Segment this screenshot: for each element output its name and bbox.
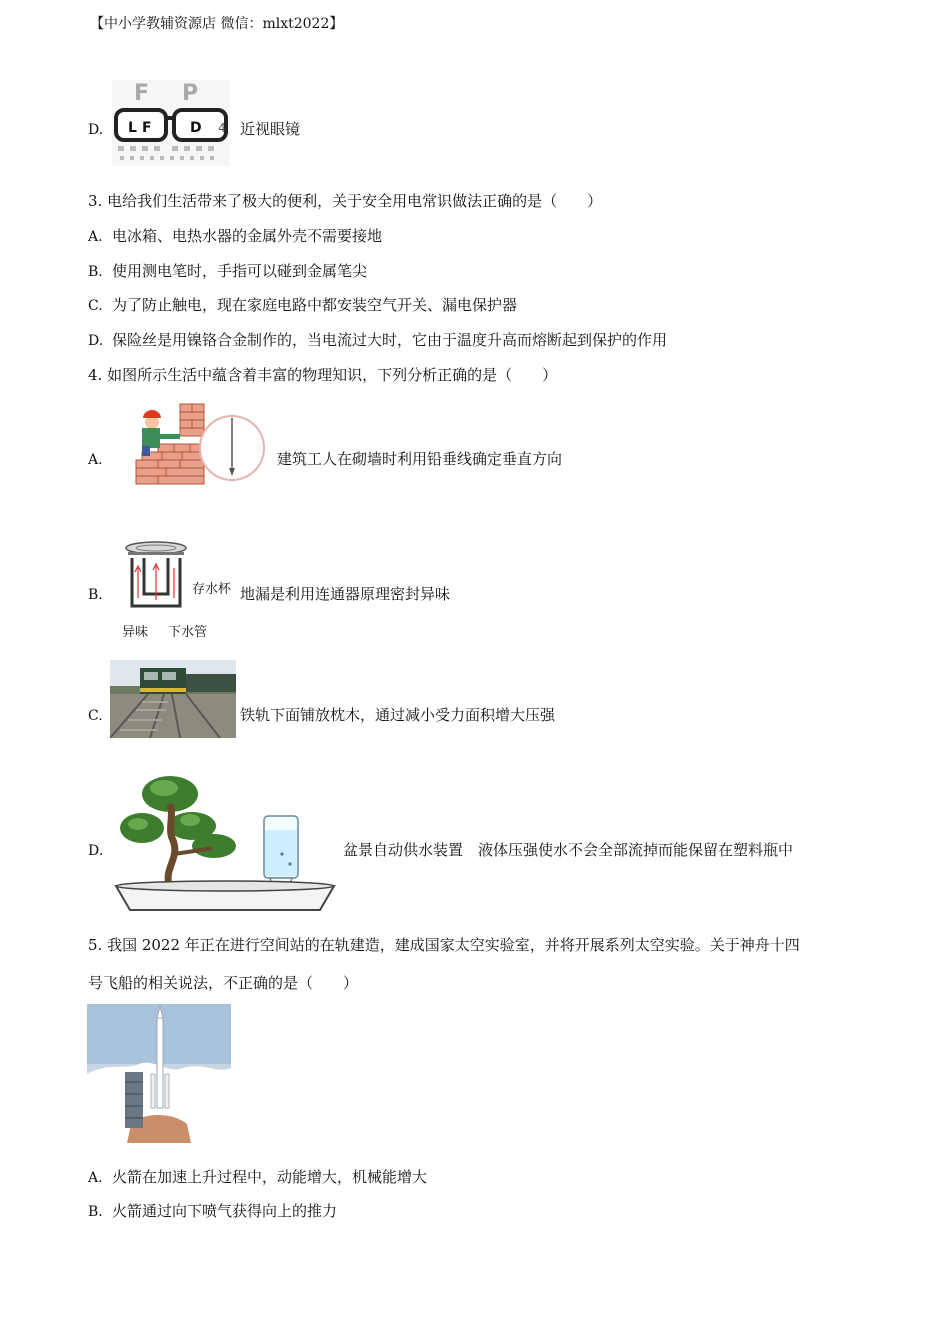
chart-letter-f: F (142, 120, 152, 136)
q5-option-a-letter: A. (88, 1170, 103, 1186)
chart-letter-l: L (128, 120, 137, 136)
q4-option-d-text: 盆景自动供水装置 液体压强使水不会全部流掉而能保留在塑料瓶中 (343, 841, 794, 859)
railway-train-photo (110, 660, 236, 738)
q3-option-d-text: 保险丝是用镍铬合金制作的，当电流过大时，它由于温度升高而熔断起到保护的作用 (112, 331, 668, 349)
q3-option-b-letter: B. (88, 264, 103, 280)
q4-stem: 4. 如图所示生活中蕴含着丰富的物理知识，下列分析正确的是（ ） (88, 366, 558, 384)
q3-option-a-letter: A. (88, 229, 103, 245)
bricklayer-plumb-line-image (128, 400, 268, 490)
q5-option-b-text: 火箭通过向下喷气获得向上的推力 (112, 1202, 338, 1220)
drain-label-cup: 存水杯 (192, 582, 232, 597)
q4-option-c-letter: C. (88, 708, 103, 724)
q4-option-a-text: 建筑工人在砌墙时利用铅垂线确定垂直方向 (277, 450, 563, 468)
page-header: 【中小学教辅资源店 微信：mlxt2022】 (90, 16, 344, 32)
q4-option-c-text: 铁轨下面铺放枕木，通过减小受力面积增大压强 (240, 706, 556, 724)
drain-label-pipe: 下水管 (168, 625, 208, 640)
q4-option-a-letter: A. (88, 452, 103, 468)
glasses-eye-chart-image (112, 80, 230, 166)
q3-option-c-text: 为了防止触电，现在家庭电路中都安装空气开关、漏电保护器 (112, 296, 518, 314)
svg-text:P: P (182, 81, 199, 106)
q5-option-a-text: 火箭在加速上升过程中，动能增大，机械能增大 (112, 1168, 428, 1186)
q2-option-d-letter: D. (88, 122, 104, 138)
chart-letter-d: D (190, 120, 202, 136)
q5-stem-line2: 号飞船的相关说法，不正确的是（ ） (88, 974, 359, 992)
floor-drain-diagram (118, 538, 190, 610)
q4-option-b-letter: B. (88, 587, 103, 603)
q3-option-d-letter: D. (88, 333, 104, 349)
svg-text:F: F (134, 81, 150, 106)
q3-option-c-letter: C. (88, 298, 103, 314)
q4-option-d-letter: D. (88, 843, 104, 859)
bonsai-auto-water-device-image (112, 768, 338, 918)
q3-option-b-text: 使用测电笔时，手指可以碰到金属笔尖 (112, 262, 368, 280)
q2-option-d-text: 近视眼镜 (240, 120, 301, 138)
q3-stem: 3. 电给我们生活带来了极大的便利，关于安全用电常识做法正确的是（ ） (88, 192, 603, 210)
q4-option-b-text: 地漏是利用连通器原理密封异味 (240, 585, 451, 603)
q5-option-b-letter: B. (88, 1204, 103, 1220)
drain-label-smell: 异味 (122, 625, 149, 640)
q5-stem-line1: 5. 我国 2022 年正在进行空间站的在轨建造，建成国家太空实验室，并将开展系列太空实验。关于神舟十四 (88, 936, 800, 954)
q3-option-a-text: 电冰箱、电热水器的金属外壳不需要接地 (112, 227, 383, 245)
rocket-launch-photo (87, 1004, 231, 1143)
chart-letter-4: 4 (218, 121, 226, 135)
